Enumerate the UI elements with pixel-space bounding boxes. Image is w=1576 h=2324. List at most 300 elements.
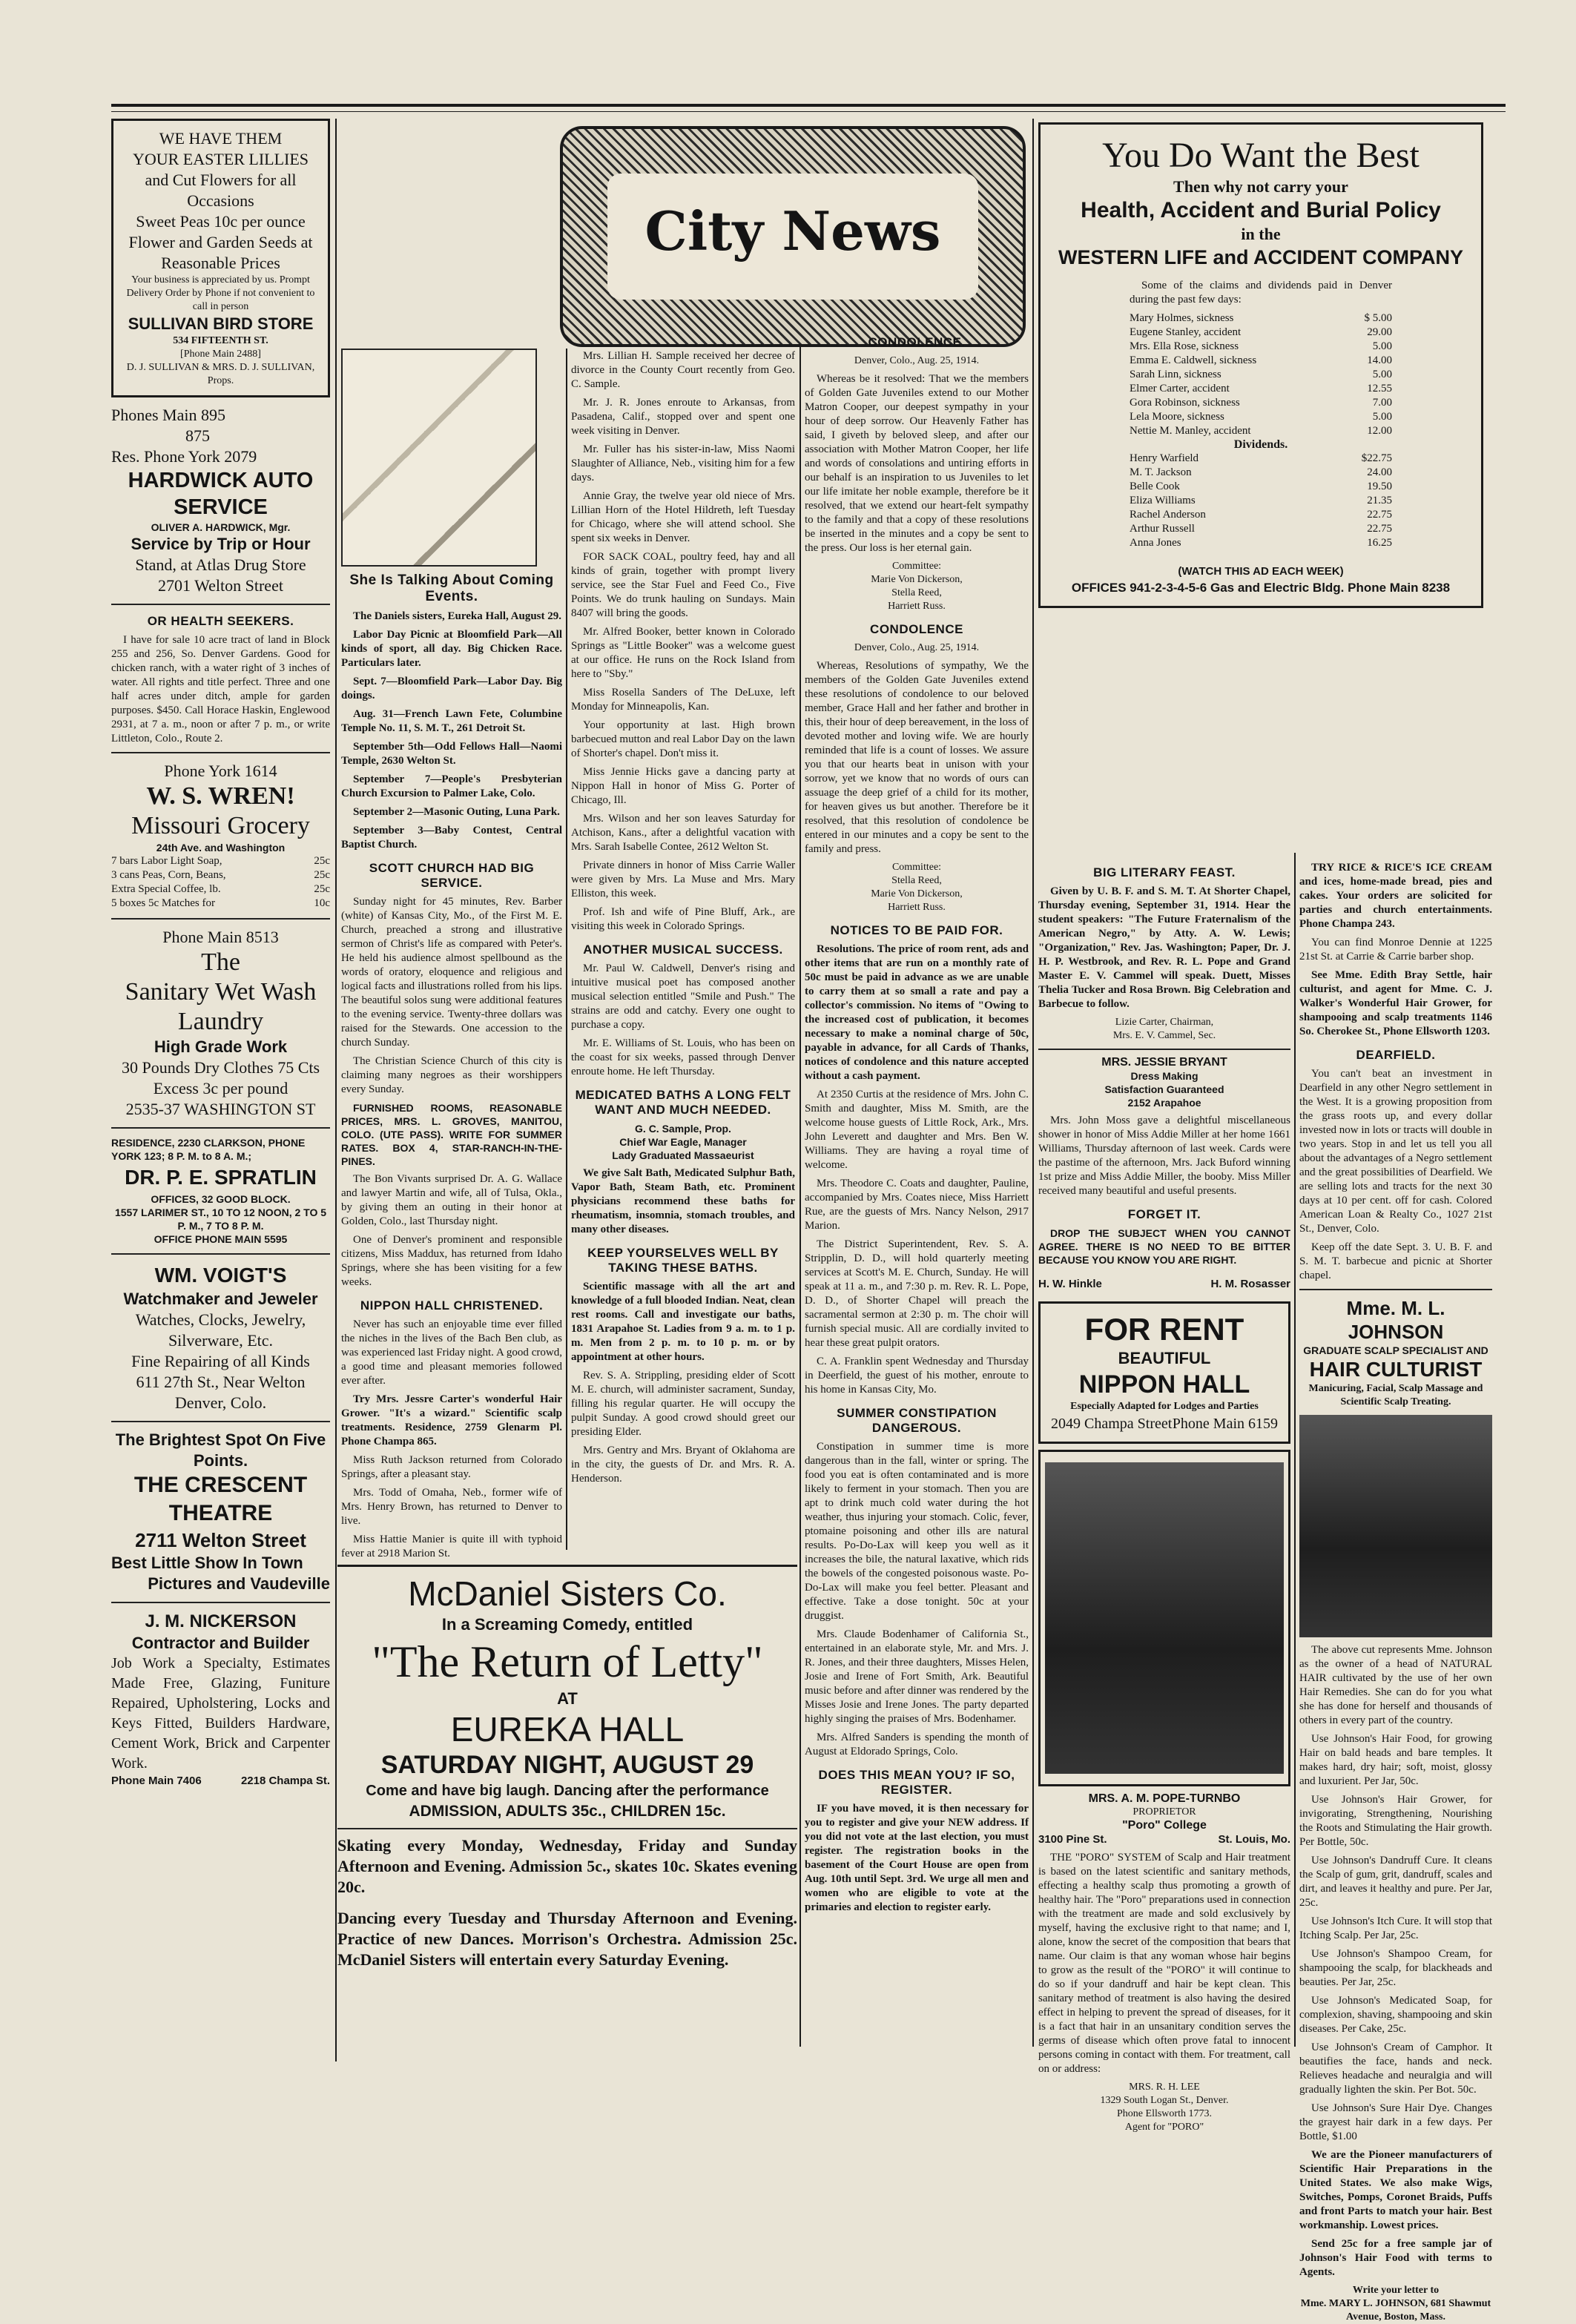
health-title: OR HEALTH SEEKERS.: [147, 614, 294, 628]
johnson-product-item: Use Johnson's Hair Food, for growing Hair on bald heads and bare temples. It makes hard, dry hair; soft, moist, glossy and luxurient. Per Jar, 50c.: [1299, 1733, 1492, 1787]
dividend-row-amount: 24.00: [1367, 466, 1392, 478]
divider: [111, 1602, 330, 1603]
bryant-address: 2152 Arapahoe: [1127, 1097, 1201, 1109]
local-item: Private dinners in honor of Miss Carrie Waller were given by Mrs. La Muse and Mrs. Mary Elliston, this week.: [571, 859, 795, 899]
johnson-culturist: HAIR CULTURIST: [1309, 1358, 1483, 1381]
health-ad: [111, 614, 330, 746]
mcdaniel-top-rule: [337, 1565, 797, 1567]
dearfield-body: You can't beat an investment in Dearfield in any other Negro settlement in the West. It is a growing proposition from the grass roots up, and every dollar invested now in lots or tracts will double in two years. Stop in and let us tell you all about the advantages of a Negro settlement and the great possibilities of Dearfield. We are selling lots and tracts for the next 30 days at 10 per cent. off for cash. Colored American Loan & Realty Co., 1027 21st St., Denver, Colo.: [1299, 1068, 1492, 1235]
bryant-trade: Dress Making: [1130, 1070, 1199, 1082]
voigt-name: WM. VOIGT'S: [154, 1264, 287, 1287]
dividend-row-amount: 22.75: [1367, 523, 1392, 535]
todd-item: Mrs. Todd of Omaha, Neb., former wife of Mrs. Henry Brown, has returned to Denver to live.: [341, 1487, 562, 1527]
voigt-repairing: Fine Repairing of all Kinds: [131, 1352, 310, 1370]
city-news-banner: [560, 126, 1026, 347]
ice-cream-ad: TRY RICE & RICE'S ICE CREAM and ices, home-made bread, pies and cakes. Your orders are solicited for parties and church entertainments. Phone Champa 243.: [1299, 862, 1492, 930]
condolence-1-committee: Committee:: [891, 561, 942, 572]
far-right-column: [1299, 856, 1492, 2323]
local-items-column: [571, 345, 795, 1557]
crescent-address: 2711 Welton Street: [135, 1529, 306, 1551]
wren-address: 24th Ave. and Washington: [156, 842, 286, 854]
wren-ad: [111, 761, 330, 911]
city-news-title: City News: [644, 199, 941, 263]
committee-name: Marie Von Dickerson,: [871, 888, 963, 899]
spratlin-name: DR. P. E. SPRATLIN: [125, 1166, 317, 1189]
mcdaniel-hall: EUREKA HALL: [450, 1710, 685, 1749]
divider: [111, 918, 330, 920]
mcdaniel-comedy: In a Screaming Comedy, entitled: [441, 1615, 693, 1634]
voigt-ad: [111, 1262, 330, 1413]
social-item: Mrs. Theodore C. Coats and daughter, Pauline, accompanied by Mrs. Coates niece, Miss Harriett Rue, are the guests of Mrs. Nancy Nelson, 2917 Marion.: [805, 1178, 1029, 1232]
top-rule: [111, 104, 1506, 107]
western-life-offices: OFFICES 941-2-3-4-5-6 Gas and Electric Bldg. Phone Main 8238: [1071, 581, 1451, 595]
johnson-services: Manicuring, Facial, Scalp Massage and Scientific Scalp Treating.: [1308, 1383, 1483, 1407]
dividend-row: [1130, 480, 1392, 494]
condolence-1-names: [805, 573, 1029, 613]
bryant-guarantee: Satisfaction Guaranteed: [1104, 1083, 1224, 1095]
moss-shower-item: Mrs. John Moss gave a delightful miscellaneous shower in honor of Miss Addie Miller at her home 1661 Williams, Thursday afternoon of last week. Cards were the pastime of the afternoon, Mrs. Jack Buford winning 1st prize and Miss Addie Miller, the booby. Miss Miller received many beautiful and useful presents.: [1038, 1115, 1290, 1197]
condolence-1-date: Denver, Colo., Aug. 25, 1914.: [854, 355, 980, 366]
claim-row-label: Gora Robinson, sickness: [1130, 397, 1240, 409]
condolence-2-date: Denver, Colo., Aug. 25, 1914.: [854, 642, 980, 653]
local-item: Mrs. Lillian H. Sample received her decree of divorce in the County Court recently from Geo. C. Sample.: [571, 350, 795, 390]
divider: [111, 604, 330, 605]
hardwick-service: Service by Trip or Hour: [131, 535, 311, 553]
nickerson-footer: [111, 1774, 330, 1788]
hardwick-name: HARDWICK AUTO SERVICE: [128, 469, 314, 519]
johnson-name: Mme. M. L. JOHNSON: [1346, 1297, 1445, 1343]
scott-church-body: Sunday night for 45 minutes, Rev. Barber (white) of Kansas City, Mo., of the First M. E. Church, preached a strong and illustrative sermon of Christ's life as compared with Peter's. He held his audience almost spellbound as the words of oratory, eloquence and religious and logical facts and illustrations rolled from his lips. The beautiful solos sung were additional features to the evening service. Twenty-three dollars was raised for the Stewards. One accession to the church Sunday.: [341, 896, 562, 1049]
condolence-2-title: CONDOLENCE: [870, 622, 963, 636]
laundry-the: The: [201, 948, 240, 976]
mcdaniel-date: SATURDAY NIGHT, AUGUST 29: [380, 1751, 754, 1779]
local-item: Mrs. Wilson and her son leaves Saturday for Atchison, Kans., after a delightful vacation with Mrs. Sarah Isabelle Contee, 2612 Welton St.: [571, 813, 795, 853]
feast-chairman: Lizie Carter, Chairman,: [1115, 1017, 1214, 1028]
claim-row-label: Elmer Carter, accident: [1130, 383, 1230, 395]
spratlin-phone: OFFICE PHONE MAIN 5595: [154, 1233, 288, 1245]
dividend-row-label: Henry Warfield: [1130, 452, 1199, 464]
williams-item: Mr. E. Williams of St. Louis, who has been on the coast for six weeks, passed through Denver enroute home. He left Thursday.: [571, 1037, 795, 1077]
poro-portrait-frame: [1038, 1450, 1290, 1786]
health-body: I have for sale 10 acre tract of land in Block 255 and 256, So. Denver Gardens. Good for chicken ranch, with a water right of 3 inches of water. All rights and title perfect. Three and one half acres under ditch, ample for garden purposes. $450. Call Horace Haskin, Englewood 2931, at 7 a. m., noon or after 7 p. m., or write Littleton, Colo., Route 2.: [111, 634, 330, 745]
johnson-product-item: Use Johnson's Sure Hair Dye. Changes the grayest hair dark in a few days. Per Bottle, $1.00: [1299, 2102, 1492, 2142]
spratlin-ad: [111, 1136, 330, 1246]
poro-body: THE "PORO" SYSTEM of Scalp and Hair treatment is based on the latest scientific and sanitary methods, effecting a healthy scalp thus promoting a growth of healthy hair. The "Poro" preparations used in connection with the treatment are made and sold exclusively by myself, having the exclusive right to that name; and I, alone, know the secret of the composition that bears that name. Our claim is that any woman whose hair begins to grow as the result of the "PORO" it will continue to do so if your dandruff and hair be kept clean. This sanitary method of treatment is also having the desired effect in helping to prevent the spread of diseases, for it is a fact that hair in an unsanitary condition serves the germs of disease which often prove fatal to innocent persons coming in contact with them. For treatment, call on or address:: [1038, 1852, 1290, 2075]
claim-row: [1130, 326, 1392, 340]
claim-row-label: Mary Holmes, sickness: [1130, 312, 1234, 324]
dennie-item: You can find Monroe Dennie at 1225 21st St. at Carrie & Carrie barber shop.: [1299, 937, 1492, 963]
bon-vivants-item: The Bon Vivants surprised Dr. A. G. Wallace and lawyer Martin and wife, all of Tulsa, Okla., by giving them an outing in their honor at Golden, Colo., last Thursday night.: [341, 1173, 562, 1227]
johnson-pioneer: We are the Pioneer manufacturers of Scientific Hair Preparations in the United States. We also make Wigs, Switches, Pomps, Coronet Braids, Puffs and front Parts to match your hair. Best workmanship. Lowest prices.: [1299, 2149, 1492, 2231]
claim-row: [1130, 396, 1392, 410]
coming-event-item: September 7—People's Presbyterian Church Excursion to Palmer Lake, Colo.: [341, 773, 562, 799]
sullivan-note: Your business is appreciated by us. Prompt Delivery Order by Phone if not convenient to call in person: [126, 274, 315, 312]
divider: [1038, 1049, 1290, 1050]
mcdaniel-skating: Skating every Monday, Wednesday, Friday and Sunday Afternoon and Evening. Admission 5c., skates 10c. Skates evening 20c.: [337, 1836, 797, 1896]
scott-church-title: SCOTT CHURCH HAD BIG SERVICE.: [369, 861, 535, 890]
poro-address-row: [1038, 1832, 1290, 1846]
for-rent-address: 2049 Champa Street: [1051, 1416, 1173, 1432]
baths-proprietor: G. C. Sample, Prop.: [635, 1123, 731, 1135]
laundry-name: Sanitary Wet Wash: [125, 978, 317, 1006]
claim-row-amount: 5.00: [1372, 369, 1392, 380]
lee-address: 1329 South Logan St., Denver.: [1100, 2095, 1229, 2106]
johnson-product-item: Use Johnson's Cream of Camphor. It beautifies the face, hands and neck. Relieves headache and neuralgia and will gradually lighten the skin. Per Bot. 50c.: [1299, 2041, 1492, 2096]
wren-price-row: [111, 854, 330, 868]
laundry-address: 2535-37 WASHINGTON ST: [125, 1100, 316, 1118]
claim-row-amount: 29.00: [1367, 326, 1392, 338]
wren-price-row-amount: 25c: [314, 869, 330, 881]
poro-name: MRS. A. M. POPE-TURNBO: [1088, 1792, 1241, 1805]
local-item: Prof. Ish and wife of Pine Bluff, Ark., are visiting this week in Colorado Springs.: [571, 906, 795, 932]
dividend-row-label: Belle Cook: [1130, 481, 1180, 492]
claim-row-amount: 12.00: [1367, 425, 1392, 437]
banner-inner: [607, 174, 978, 300]
dividend-row-amount: 19.50: [1367, 481, 1392, 492]
nickerson-ad: [111, 1611, 330, 1788]
local-item: Mr. J. R. Jones enroute to Arkansas, from Pasadena, Calif., stopped over and spent one week visiting in Denver.: [571, 397, 795, 437]
coming-event-item: September 2—Masonic Outing, Luna Park.: [353, 806, 560, 818]
local-item: Mr. Alfred Booker, better known in Colorado Springs as "Little Booker" was a welcome guest at our office. He runs on the Rock Island from here to "Sby.": [571, 626, 795, 680]
claim-row-label: Nettie M. Manley, accident: [1130, 425, 1251, 437]
claim-row-amount: 12.55: [1367, 383, 1392, 395]
johnson-product-item: Use Johnson's Hair Grower, for invigorating, Strengthening, Nourishing the Roots and Stimulating the Hair growth. Per Bottle, 50c.: [1299, 1794, 1492, 1848]
for-rent-headline: FOR RENT: [1084, 1312, 1244, 1347]
for-rent-beautiful: BEAUTIFUL: [1118, 1349, 1211, 1367]
crescent-tagline: The Brightest Spot On Five Points.: [115, 1430, 326, 1470]
column-rule-5: [1294, 853, 1296, 2047]
dividend-row-label: Arthur Russell: [1130, 523, 1195, 535]
johnson-product-item: Use Johnson's Dandruff Cure. It cleans the Scalp of gum, grit, dandruff, scales and dirt, and leaves it healthy and pure. Per Jar, 25c.: [1299, 1855, 1492, 1909]
condolence-1-title: CONDOLENCE.: [868, 335, 966, 349]
condolence-2-names: [805, 874, 1029, 914]
claim-row-label: Sarah Linn, sickness: [1130, 369, 1221, 380]
hardwick-phones-2: 875: [185, 426, 210, 445]
divider: [111, 1127, 330, 1129]
notices-body: Resolutions. The price of room rent, ads and other items that are run on a monthly rate of 50c must be paid in advance as we are unable to carry them at so small a rate and pay a collector's commission. No items of "Owing to the increased cost of publication, it becomes necessary to make a nominal charge of 50c, payable in advance, for all Cards of Thanks, notices of condolence and this nature accepted without a cash payment.: [805, 943, 1029, 1082]
city-news-column: [341, 349, 562, 1557]
local-items-list: [571, 349, 795, 934]
condolence-column: [805, 326, 1029, 2047]
sullivan-sweet-peas: Sweet Peas 10c per ounce: [136, 212, 306, 231]
rosasser-name: H. M. Rosasser: [1210, 1278, 1290, 1290]
for-rent-footer: [1051, 1413, 1278, 1434]
mcdaniel-play-title: "The Return of Letty": [372, 1637, 763, 1686]
claim-row-label: Mrs. Ella Rose, sickness: [1130, 340, 1239, 352]
column-rule-4: [1032, 119, 1034, 2047]
wren-price-row-label: 7 bars Labor Light Soap,: [111, 855, 222, 867]
claim-row-label: Lela Moore, sickness: [1130, 411, 1224, 423]
wren-price-row-amount: 10c: [314, 897, 330, 909]
coming-events-title: She Is Talking About Coming Events.: [349, 572, 554, 604]
column-rule-3: [799, 326, 801, 2047]
local-item: Your opportunity at last. High brown barbecued mutton and real Labor Day on the lawn of Shorter's chapel. Don't miss it.: [571, 719, 795, 759]
condolence-2-committee: Committee:: [891, 862, 942, 873]
sullivan-seeds: Flower and Garden Seeds at Reasonable Prices: [128, 233, 313, 272]
pope-turnbo-portrait: [1045, 1462, 1284, 1774]
sullivan-headline: WE HAVE THEM: [159, 129, 283, 148]
column-rule-1: [335, 119, 337, 2061]
nickerson-address: 2218 Champa St.: [240, 1775, 330, 1787]
western-life-box: [1038, 122, 1483, 608]
wren-phone: Phone York 1614: [164, 762, 277, 780]
hardwick-phones: Phones Main 895: [111, 406, 225, 424]
claim-row: [1130, 368, 1392, 382]
western-life-company: WESTERN LIFE and ACCIDENT COMPANY: [1058, 246, 1463, 268]
hardwick-ad: [111, 405, 330, 596]
divider: [111, 1253, 330, 1255]
hinkle-name: H. W. Hinkle: [1038, 1278, 1102, 1290]
dividends-title: Dividends.: [1233, 438, 1288, 451]
sullivan-name: SULLIVAN BIRD STORE: [128, 314, 314, 333]
johnson-write: Write your letter to: [1352, 2285, 1440, 2296]
local-item: Miss Jennie Hicks gave a dancing party at Nippon Hall in honor of Miss G. Porter of Chicago, Ill.: [571, 766, 795, 806]
wren-price-row: [111, 882, 330, 897]
dividend-row-amount: $22.75: [1361, 452, 1392, 464]
dividend-row: [1130, 466, 1392, 480]
baths-body: We give Salt Bath, Medicated Sulphur Bath, Vapor Bath, Steam Bath, etc. Prominent physicians recommend these baths for rheumatism, insomnia, stomach troubles, and many other diseases.: [571, 1167, 795, 1235]
baths-keep-well: KEEP YOURSELVES WELL BY TAKING THESE BATHS.: [587, 1246, 779, 1275]
claims-list: [1055, 311, 1466, 438]
divider: [1299, 1289, 1492, 1290]
divider: [111, 1421, 330, 1422]
committee-name: Harriett Russ.: [888, 601, 946, 612]
baths-body-2: Scientific massage with all the art and knowledge of a full blooded Indian. Neat, clean rest rooms. Call and investigate our baths, 1831 Arapahoe St. Ladies from 9 a. m. to 1 p. m. Men from 2 p. m. to 10 p. m. or by appointment at other hours.: [571, 1281, 795, 1363]
laundry-word: Laundry: [177, 1008, 264, 1035]
claim-row: [1130, 354, 1392, 368]
nickerson-name: J. M. NICKERSON: [145, 1611, 297, 1631]
baths-manager: Chief War Eagle, Manager: [619, 1136, 747, 1148]
nippon-hall-rent-ad: [1038, 1301, 1290, 1444]
poro-college: "Poro" College: [1122, 1819, 1207, 1832]
sullivan-props: D. J. SULLIVAN & MRS. D. J. SULLIVAN, Props.: [126, 362, 315, 386]
crescent-best: Best Little Show In Town: [111, 1554, 303, 1572]
claim-row-amount: $ 5.00: [1364, 312, 1392, 324]
feast-column: [1038, 856, 1290, 2133]
laundry-excess: Excess 3c per pound: [153, 1079, 289, 1097]
furnished-rooms-ad: FURNISHED ROOMS, REASONABLE PRICES, MRS. L. GROVES, MANITOU, COLO. (UTE PASS). WRITE FOR SUMMER RATES. BOX 4, STAR-RANCH-IN-THE-PINES.: [341, 1102, 562, 1167]
carter-hair-grower-ad: Try Mrs. Jessre Carter's wonderful Hair Grower. "It's a wizard." Scientific scalp treatments. Residence, 2759 Glenarm Pl. Phone Champa 865.: [341, 1393, 562, 1447]
divider: [337, 1828, 797, 1829]
laundry-phone: Phone Main 8513: [162, 928, 279, 946]
register-body: IF you have moved, it is then necessary for you to register and give your NEW address. If you did not vote at the last election, you must register. The registration books in the basement of the Court House are open from Aug. 10th until Sept. 3rd. We urge all men and women who are eligible to vote at the primaries and election to register early.: [805, 1803, 1029, 1913]
dividend-row: [1130, 522, 1392, 536]
nickerson-body: Job Work a Specialty, Estimates Made Free, Glazing, Funiture Repaired, Upholstering, Locks and Keys Fitted, Builders Hardware, Cement Work, Brick and Carpenter Work.: [111, 1655, 330, 1772]
lee-phone: Phone Ellsworth 1773.: [1117, 2108, 1212, 2119]
crescent-pictures: Pictures and Vaudeville: [148, 1574, 330, 1593]
for-rent-hall: NIPPON HALL: [1078, 1370, 1250, 1399]
for-rent-phone: Phone Main 6159: [1172, 1416, 1278, 1432]
dividend-row-amount: 22.75: [1367, 509, 1392, 521]
divider: [111, 752, 330, 753]
sullivan-lilies: YOUR EASTER LILLIES: [132, 150, 309, 168]
wren-price-row: [111, 897, 330, 911]
summer-constipation-body: Constipation in summer time is more dangerous than in the fall, winter or spring. The food you eat is often contaminated and is more likely to ferment in your stomach. Then you are apt to drink much cold water during the hot weather, thus injuring your stomach. Colic, fever, ptomaine poisoning and other ills are natural results. Po-Do-Lax will keep you well as it increases the bile, the natural laxative, which rids the bowels of the congested poisonous waste. Po-Do-Lax will make you feel better. Pleasant and effective. Take a dose tonight. 50c at your druggist.: [805, 1441, 1029, 1622]
sanders-item: Mrs. Alfred Sanders is spending the month of August at Eldorado Springs, Colo.: [805, 1732, 1029, 1757]
mcdaniel-at: AT: [557, 1689, 578, 1708]
social-item: C. A. Franklin spent Wednesday and Thursday in Deerfield, the guest of his mother, enroute to his home in Kansas City, Mo.: [805, 1356, 1029, 1396]
mcdaniel-ad: [337, 1565, 797, 1970]
jackson-item: Miss Ruth Jackson returned from Colorado Springs, after a pleasant stay.: [341, 1454, 562, 1480]
settle-ad: See Mme. Edith Bray Settle, hair culturist, and agent for Mme. C. J. Walker's Wonderful Hair Grower, for shampooing and scalp treatments 1146 So. Cherokee St., Phone Ellsworth 1203.: [1299, 969, 1492, 1037]
feast-secretary: Mrs. E. V. Cammel, Sec.: [1112, 1030, 1216, 1041]
nickerson-phone: Phone Main 7406: [111, 1775, 202, 1787]
keep-date-item: Keep off the date Sept. 3. U. B. F. and S. M. T. barbecue and picnic at Shorter chapel.: [1299, 1241, 1492, 1281]
claim-row: [1130, 340, 1392, 354]
voigt-trade: Watchmaker and Jeweler: [123, 1290, 318, 1308]
poro-address: 3100 Pine St.: [1038, 1833, 1107, 1846]
laundry-price: 30 Pounds Dry Clothes 75 Cts: [121, 1058, 320, 1077]
notices-title: NOTICES TO BE PAID FOR.: [830, 923, 1003, 937]
nippon-hall-body: Never has such an enjoyable time ever filled the niches in the lives of the Bach Ben club, as was experienced last Friday night. A good crowd, a good time and pleasant memories followed ever after.: [341, 1318, 562, 1387]
mcdaniel-dancing: Dancing every Tuesday and Thursday Afternoon and Evening. Practice of new Dances. Morrison's Orchestra. Admission 25c. McDaniel Sisters will entertain every Saturday Evening.: [337, 1909, 797, 1969]
voigt-wares: Watches, Clocks, Jewelry, Silverware, Etc.: [135, 1310, 306, 1350]
dividend-row: [1130, 536, 1392, 550]
musical-success-body: Mr. Paul W. Caldwell, Denver's rising and intuitive musical poet has composed another musical selection entitled "Smile and Push." The strains are odd and catchy. Every one ought to purchase a copy.: [571, 963, 795, 1031]
western-life-in-the: in the: [1241, 225, 1281, 243]
voigt-address: 611 27th St., Near Welton: [136, 1373, 306, 1391]
claim-row-amount: 5.00: [1372, 411, 1392, 423]
local-item: Mr. Fuller has his sister-in-law, Miss Naomi Slaughter of Alliance, Neb., visiting him for a few days.: [571, 443, 795, 483]
committee-name: Stella Reed,: [891, 875, 942, 886]
summer-constipation-title: SUMMER CONSTIPATION DANGEROUS.: [837, 1406, 997, 1435]
claim-row: [1130, 410, 1392, 424]
sullivan-phone: [Phone Main 2488]: [180, 349, 261, 360]
western-life-watch: (WATCH THIS AD EACH WEEK): [1178, 565, 1344, 578]
johnson-product-item: Use Johnson's Itch Cure. It will stop that Itching Scalp. Per Jar, 25c.: [1299, 1915, 1492, 1941]
literary-feast-title: BIG LITERARY FEAST.: [1093, 865, 1236, 879]
musical-success-title: ANOTHER MUSICAL SUCCESS.: [583, 943, 783, 957]
baths-masseuse: Lady Graduated Massaeurist: [612, 1149, 754, 1161]
mcdaniel-admission: ADMISSION, ADULTS 35c., CHILDREN 15c.: [409, 1803, 726, 1820]
crescent-name: THE CRESCENT THEATRE: [133, 1473, 308, 1525]
christian-science-item: The Christian Science Church of this city is claiming many negroes as their worshippers every Sunday.: [341, 1055, 562, 1095]
lee-agent: Agent for "PORO": [1124, 2122, 1204, 2133]
wren-name: W. S. WREN!: [146, 782, 295, 810]
wren-price-row-amount: 25c: [314, 855, 330, 867]
claim-row: [1130, 382, 1392, 396]
forget-it-body: DROP THE SUBJECT WHEN YOU CANNOT AGREE. THERE IS NO NEED TO BE BITTER BECAUSE YOU KNOW YOU ARE RIGHT.: [1038, 1227, 1290, 1266]
wren-price-row-label: 5 boxes 5c Matches for: [111, 897, 215, 909]
wren-price-row-amount: 25c: [314, 883, 330, 895]
nippon-hall-title: NIPPON HALL CHRISTENED.: [360, 1298, 544, 1313]
wren-price-row-label: 3 cans Peas, Corn, Beans,: [111, 869, 226, 881]
spratlin-residence: RESIDENCE, 2230 CLARKSON, PHONE YORK 123; 8 P. M. to 8 A. M.;: [111, 1137, 306, 1162]
wren-price-list: [111, 854, 330, 911]
column-rule-2: [566, 349, 567, 1550]
dividend-row-amount: 21.35: [1367, 495, 1392, 506]
maddux-item: One of Denver's prominent and responsible citizens, Miss Maddux, has returned from Idaho Springs, where she has been visiting for a few weeks.: [341, 1234, 562, 1288]
woman-on-telephone-illustration: [341, 349, 537, 567]
spratlin-offices: OFFICES, 32 GOOD BLOCK.: [151, 1193, 291, 1205]
left-ads-column: [111, 111, 330, 1795]
hardwick-address: 2701 Welton Street: [158, 576, 283, 595]
mcdaniel-name: McDaniel Sisters Co.: [408, 1574, 727, 1613]
claim-row-amount: 7.00: [1372, 397, 1392, 409]
coming-event-item: Aug. 31—French Lawn Fete, Columbine Temple No. 11, S. M. T., 261 Detroit St.: [341, 708, 562, 734]
western-life-headline: You Do Want the Best: [1102, 136, 1420, 175]
local-item: Miss Rosella Sanders of The DeLuxe, left Monday for Minneapolis, Kan.: [571, 687, 795, 713]
johnson-address: Mme. MARY L. JOHNSON, 681 Shawmut Avenue, Boston, Mass.: [1300, 2298, 1491, 2323]
wren-price-row: [111, 868, 330, 882]
bryant-name: MRS. JESSIE BRYANT: [1101, 1056, 1227, 1069]
johnson-products-list: [1299, 1732, 1492, 2144]
coming-event-item: September 5th—Odd Fellows Hall—Naomi Temple, 2630 Welton St.: [341, 741, 562, 767]
social-item: At 2350 Curtis at the residence of Mrs. John C. Smith and daughter, Miss M. Smith, are the welcome house guests of Little Rock, Ark., Mrs. John Leverett and daughter and Mrs. Ben W. Williams. They are having a royal time of welcome.: [805, 1089, 1029, 1171]
coming-event-item: Labor Day Picnic at Bloomfield Park—All kinds of sport, all day. Big Chicken Race. Particulars later.: [341, 629, 562, 669]
poro-role: PROPRIETOR: [1132, 1806, 1196, 1818]
sullivan-cut-flowers: and Cut Flowers for all Occasions: [145, 171, 297, 210]
johnson-product-item: Use Johnson's Medicated Soap, for complexion, shaving, shampooing and skin diseases. Per Cake, 25c.: [1299, 1995, 1492, 2035]
committee-name: Marie Von Dickerson,: [871, 574, 963, 585]
social-item: The District Superintendent, Rev. S. A. Stripplin, D. D., will hold quarterly meeting services at Scott's M. E. Church, Sunday. He will speak at 11 a. m., and 7:30 p. m. Rev. R. L. Pope, D. D., of Shorter Chapel will preach the sacramental sermon at 2:30 p. m. The choir will furnish special music. All are cordially invited to hear these great pulpit orators.: [805, 1238, 1029, 1349]
dividend-row: [1130, 494, 1392, 508]
claim-row-amount: 5.00: [1372, 340, 1392, 352]
nickerson-trade: Contractor and Builder: [131, 1634, 310, 1652]
spratlin-hours: 1557 LARIMER ST., 10 TO 12 NOON, 2 TO 5 P. M., 7 TO 8 P. M.: [114, 1206, 327, 1232]
western-life-sub-1: Then why not carry your: [1173, 177, 1348, 196]
dividend-row-amount: 16.25: [1367, 537, 1392, 549]
for-rent-purpose: Especially Adapted for Lodges and Parties: [1070, 1401, 1259, 1412]
sullivan-address: 534 FIFTEENTH ST.: [173, 335, 268, 346]
hardwick-stand: Stand, at Atlas Drug Store: [135, 555, 306, 574]
claim-row: [1130, 311, 1392, 326]
johnson-product-item: Use Johnson's Shampoo Cream, for shampooing the scalp, for blackheads and beauties. Per Jar, 25c.: [1299, 1948, 1492, 1988]
hardwick-manager: OLIVER A. HARDWICK, Mgr.: [151, 521, 291, 533]
medicated-baths-title: MEDICATED BATHS A LONG FELT WANT AND MUCH NEEDED.: [575, 1088, 791, 1117]
claim-row: [1130, 424, 1392, 438]
committee-name: Harriett Russ.: [888, 902, 946, 913]
johnson-sample: Send 25c for a free sample jar of Johnson's Hair Food with terms to Agents.: [1299, 2238, 1492, 2278]
sullivan-ad: [111, 119, 330, 397]
voigt-city: Denver, Colo.: [174, 1393, 267, 1412]
laundry-ad: [111, 927, 330, 1120]
coming-event-item: The Daniels sisters, Eureka Hall, August 29.: [353, 610, 562, 622]
johnson-body: The above cut represents Mme. Johnson as the owner of a head of NATURAL HAIR cultivated by the use of her own Hair Remedies. She can do for you what she has done for herself and thousands of others in every part of the country.: [1299, 1644, 1492, 1726]
bodenhamer-item: Mrs. Claude Bodenhamer of California St., entertained in an elaborate style, Mr. and Mrs. J. R. Jones, and their three daughters, Misses Helen, Josie and Irene of Fort Smith, Ark. Beautiful music before and after dinner was rendered by the Misses Josie and Irene Jones. The party departed highly singing the praises of Mrs. Bodenhamer.: [805, 1628, 1029, 1725]
coming-event-item: Sept. 7—Bloomfield Park—Labor Day. Big doings.: [341, 676, 562, 702]
forget-it-title: FORGET IT.: [1127, 1207, 1201, 1221]
dividend-row: [1130, 452, 1392, 466]
dividend-row-label: Anna Jones: [1130, 537, 1181, 549]
manier-item: Miss Hattie Manier is quite ill with typhoid fever at 2918 Marion St.: [341, 1534, 562, 1559]
laundry-quality: High Grade Work: [154, 1037, 288, 1056]
lee-name: MRS. R. H. LEE: [1129, 2082, 1200, 2093]
western-life-policy: Health, Accident and Burial Policy: [1081, 198, 1441, 222]
claim-row-amount: 14.00: [1367, 354, 1392, 366]
hardwick-res-phone: Res. Phone York 2079: [111, 447, 257, 466]
committee-name: Stella Reed,: [891, 587, 942, 598]
mcdaniel-dancing-after: Come and have big laugh. Dancing after the performance: [366, 1783, 769, 1799]
claim-row-label: Eugene Stanley, accident: [1130, 326, 1242, 338]
stripling-item: Rev. S. A. Strippling, presiding elder of Scott M. E. church, will administer sacrament, Sunday, filling his regular quarter. He will occupy the pulpit Sunday. A good crowd should greet our presiding Elder.: [571, 1370, 795, 1438]
dividends-list: [1055, 452, 1466, 550]
register-title: DOES THIS MEAN YOU? IF SO, REGISTER.: [818, 1768, 1015, 1797]
dividend-row-label: Eliza Williams: [1130, 495, 1196, 506]
western-life-intro: Some of the claims and dividends paid in Denver during the past few days:: [1130, 280, 1392, 306]
dividend-row-label: M. T. Jackson: [1130, 466, 1192, 478]
dearfield-title: DEARFIELD.: [1356, 1048, 1436, 1062]
social-items-list: [805, 1088, 1029, 1397]
poro-city: St. Louis, Mo.: [1218, 1833, 1290, 1846]
crescent-ad: [111, 1430, 330, 1594]
wren-store: Missouri Grocery: [131, 812, 310, 839]
coming-event-item: September 3—Baby Contest, Central Baptist Church.: [341, 825, 562, 851]
coming-events-list: [341, 610, 562, 852]
wren-price-row-label: Extra Special Coffee, lb.: [111, 883, 221, 895]
gentry-item: Mrs. Gentry and Mrs. Bryant of Oklahoma are in the city, the guests of Dr. and Mrs. R. A. Henderson.: [571, 1445, 795, 1485]
claim-row-label: Emma E. Caldwell, sickness: [1130, 354, 1257, 366]
